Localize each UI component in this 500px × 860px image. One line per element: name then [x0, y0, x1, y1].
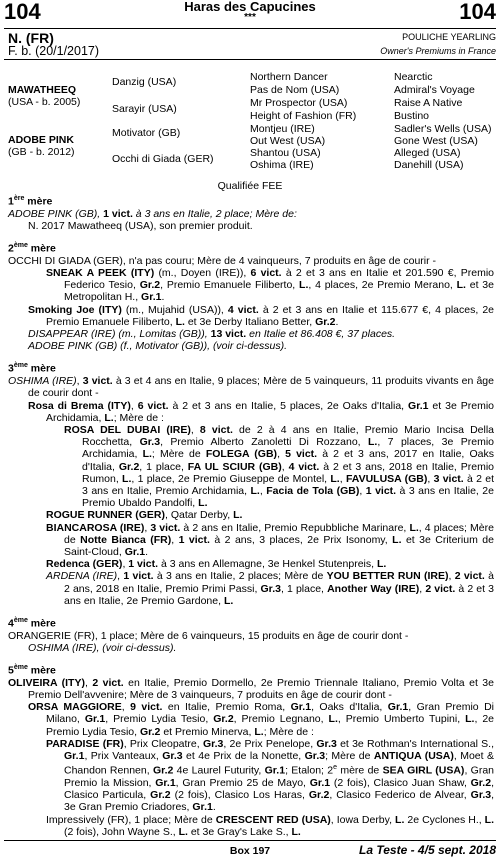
produce-line: ROGUE RUNNER (GER), Qatar Derby, L. [46, 509, 243, 522]
produce-line: PARADISE (FR), Prix Cleopatre, Gr.3, 2e Prix Penelope, Gr.3 et 3e Rothman's International S., Gr.1, Prix Vanteaux, Gr.3 et 4e Prix de la Nonette, Gr.3; Mère de ANTIQUA (USA), Moet & Chandon Rennen, Gr.2 4e Laurel Futurity, Gr.1; Etalon; 2e mère de SEA GIRL (USA), Gran Premio la Mission, Gr.1, Gran Premio 25 de Mayo, Gr.1 (2 fois), Clasico Juan Shaw, Gr.2, Clasico Particula, Gr.2 (2 fois), Clasico Los Haras, Gr.2, Clasico Federico de Alvear, Gr.3, 3e Gran Premio Criadores, Gr.1. [46, 737, 495, 814]
section-heading-3: 3ème mère [8, 362, 56, 375]
produce-line: N. 2017 Mawatheeq (USA), son premier produit. [28, 219, 253, 232]
produce-line: ORSA MAGGIORE, 9 vict. en Italie, Premio Roma, Gr.1, Oaks d'Italia, Gr.1, Gran Premio Di Milano, Gr.1, Premio Lydia Tesio, Gr.2, Premio Legnano, L., Premio Umberto Tupini, L., 2e Premio Lydia Tesio, Gr.2 et Premio Minerva, L.; Mère de : [28, 701, 495, 738]
third-dam-record: OSHIMA (IRE), 3 vict. à 3 et 4 ans en Italie, 9 places; Mère de 5 vainqueurs, 11 produits vivants en âge de courir dont - [8, 375, 494, 400]
fourth-dam-record: ORANGERIE (FR), 1 place; Mère de 6 vainqueurs, 15 produits en âge de courir dont - [8, 629, 409, 642]
gen2-3: Motivator (GB) [112, 127, 181, 139]
gen4-2: Admiral's Voyage [394, 84, 475, 96]
produce-line: Impressively (FR), 1 place; Mère de CRESCENT RED (USA), Iowa Derby, L. 2e Cyclones H., L. (2 fois), John Wayne S., L. et 3e Gray's Lake S., L. [46, 813, 495, 838]
header-rule [4, 28, 496, 29]
produce-line: ROSA DEL DUBAI (IRE), 8 vict. de 2 à 4 ans en Italie, Premio Mario Incisa Della Rocchetta, Gr.3, Premio Alberto Zanoletti Di Rozzano, L., 7 places, 3e Premio Archidamia, L.; Mère de FOLEGA (GB), 5 vict. à 2 et 3 ans, 2017 en Italie, Oaks d'Italia, Gr.2, 1 place, FA UL SCIUR (GB), 4 vict. à 2 et 3 ans, 2018 en Italie, Premio Rumon, L., 1 place, 2e Premio Giuseppe de Montel, L., FAVULUSA (GB), 3 vict. à 2 et 3 ans en Italie, Premio Archidamia, L., Facia de Tola (GB), 1 vict. à 3 ans en Italie, 2e Premio Ubaldo Pandolfi, L. [64, 423, 495, 510]
sale-type: POULICHE YEARLING [402, 32, 496, 42]
gen2-4: Occhi di Giada (GER) [112, 153, 214, 165]
footer-rule [4, 840, 496, 841]
produce-line: Redenca (GER), 1 vict. à 3 ans en Allemagne, 3e Henkel Stutenpreis, L. [46, 558, 387, 571]
dam-name: ADOBE PINK [8, 134, 74, 146]
gen4-7: Alleged (USA) [394, 147, 461, 159]
produce-line: SNEAK A PEEK (ITY) (m., Doyen (IRE)), 6 vict. à 2 et 3 ans en Italie et 201.590 €, Premio Federico Tesio, Gr.2, Premio Emanuele Filiberto, L., 4 places, 2e Premio Merano, L. et 3e Metropolitan H., Gr.1. [46, 267, 494, 304]
sire-info: (USA - b. 2005) [8, 96, 81, 108]
sire-name: MAWATHEEQ [8, 84, 77, 96]
gen4-1: Nearctic [394, 71, 433, 83]
footer [4, 842, 496, 858]
produce-line: Smoking Joe (ITY) (m., Mujahid (USA)), 4 vict. à 2 et 3 ans en Italie et 115.677 €, 4 places, 2e Premio Emanuele Filiberto, L. et 3e Derby Italiano Better, Gr.2. [28, 303, 494, 328]
section-heading-5: 5ème mère [8, 664, 56, 677]
gen3-1: Northern Dancer [250, 71, 328, 83]
gen3-7: Shantou (USA) [250, 147, 321, 159]
gen3-6: Out West (USA) [250, 135, 326, 147]
dam-record: ADOBE PINK (GB), 1 vict. à 3 ans en Italie, 2 place; Mère de: [8, 207, 297, 220]
horse-sex-birth-line [8, 44, 496, 58]
dam-info: (GB - b. 2012) [8, 146, 75, 158]
gen4-6: Gone West (USA) [394, 135, 478, 147]
gen3-4: Height of Fashion (FR) [250, 110, 357, 122]
gen4-8: Danehill (USA) [394, 159, 464, 171]
produce-record [8, 193, 494, 838]
produce-line: DISAPPEAR (IRE) (m., Lomitas (GB)), 13 vict. en Italie et 86.408 €, 37 places. [28, 328, 396, 341]
pedigree-dam [8, 134, 75, 158]
consignor-name: Haras des Capucines [184, 0, 316, 14]
gen2-2: Sarayir (USA) [112, 103, 177, 115]
consignor-header [0, 0, 500, 22]
gen2-1: Danzig (USA) [112, 76, 177, 88]
horse-name: N. (FR) [8, 30, 54, 46]
gen3-2: Pas de Nom (USA) [250, 84, 340, 96]
produce-line: OSHIMA (IRE), (voir ci-dessus). [28, 641, 177, 654]
box-number: Box 197 [229, 845, 271, 857]
section-heading-4: 4ème mère [8, 617, 56, 630]
section-heading-1: 1ère mère [8, 195, 53, 208]
pedigree-top-rule [4, 59, 496, 60]
gen4-5: Sadler's Wells (USA) [394, 123, 492, 135]
horse-name-line [8, 30, 496, 45]
qualification: Qualifiée FEE [217, 180, 283, 192]
produce-line: ARDENA (IRE), 1 vict. à 3 ans en Italie, 2 places; Mère de YOU BETTER RUN (IRE), 2 vict. à 2 ans, 2018 en Italie, Premio Primi Passi, Gr.3, 1 place, Another Way (IRE), 2 vict. à 2 et 3 ans en Italie, 2e Premio Gardone, L. [46, 570, 495, 607]
produce-line: Rosa di Brema (ITY), 6 vict. à 2 et 3 ans en Italie, 5 places, 2e Oaks d'Italia, Gr.1 et 3e Premio Archidamia, L.; Mère de : [28, 399, 494, 424]
lot-number-right: 104 [459, 0, 496, 24]
owner-premium: Owner's Premiums in France [380, 46, 496, 56]
gen3-3: Mr Prospector (USA) [250, 97, 348, 109]
lot-number-left: 104 [4, 0, 41, 24]
gen3-8: Oshima (IRE) [250, 159, 314, 171]
horse-sex-birth: F. b. (20/1/2017) [8, 44, 100, 58]
gen4-4: Bustino [394, 110, 430, 122]
sale-place-date: La Teste - 4/5 sept. 2018 [359, 843, 496, 857]
consignor-stars: *** [244, 12, 256, 23]
section-heading-2: 2ème mère [8, 242, 56, 255]
fifth-dam-record: OLIVEIRA (ITY), 2 vict. en Italie, Premio Dormello, 2e Premio Triennale Italiano, Premio Volta et 3e Premio Dell'avvenire; Mère de 3 vainqueurs, 7 produits en âge de courir dont - [8, 676, 494, 702]
gen3-5: Montjeu (IRE) [250, 123, 315, 135]
pedigree-sire [8, 84, 80, 108]
produce-line: ADOBE PINK (GB) (f., Motivator (GB)), (voir ci-dessus). [28, 340, 288, 353]
granddam-record: OCCHI DI GIADA (GER), n'a pas couru; Mère de 4 vainqueurs, 7 produits en âge de courir - [8, 254, 437, 267]
produce-line: BIANCAROSA (IRE), 3 vict. à 2 ans en Italie, Premio Repubbliche Marinare, L., 4 places; Mère de Notte Bianca (FR), 1 vict. à 2 ans, 3 places, 2e Prix Isonomy, L. et 3e Criterium de Saint-Cloud, Gr.1. [46, 521, 494, 558]
gen4-3: Raise A Native [394, 97, 463, 109]
